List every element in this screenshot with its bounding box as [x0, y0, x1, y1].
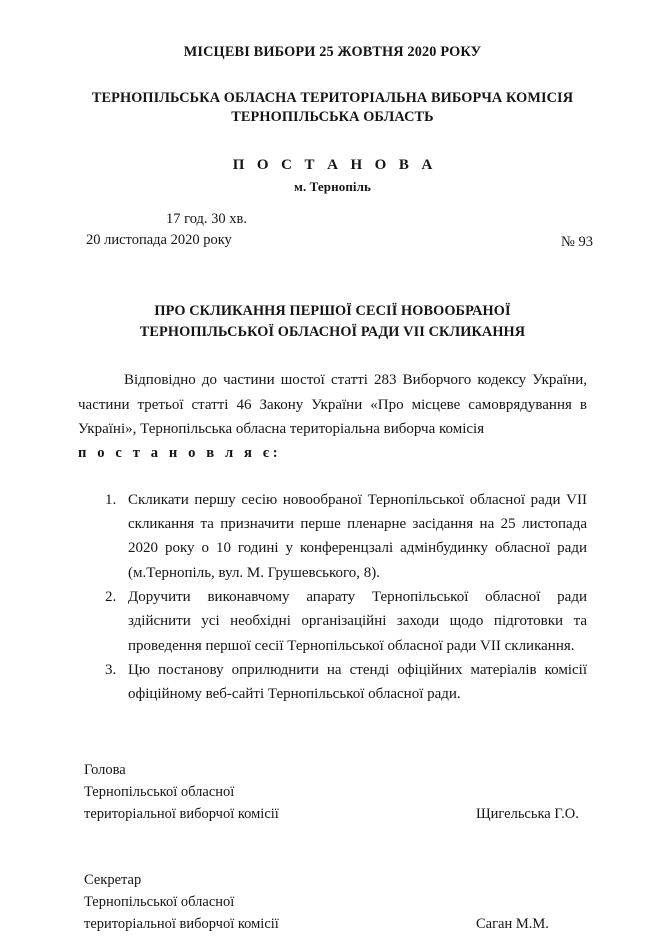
- signature-role-line2: Тернопільської обласної: [84, 783, 235, 800]
- page-title-line1: ПРО СКЛИКАННЯ ПЕРШОЇ СЕСІЇ НОВООБРАНОЇ: [154, 302, 511, 319]
- commission-heading-line1: ТЕРНОПІЛЬСЬКА ОБЛАСНА ТЕРИТОРІАЛЬНА ВИБОРЧА КОМІСІЯ: [91, 90, 574, 107]
- signature-role-line3: територіальної виборчої комісії: [84, 915, 279, 932]
- list-item: 3. Цю постанову оприлюднити на стенді офіційних матеріалів комісії офіційному веб-сайті Тернопільської обласної ради.: [120, 658, 587, 707]
- page-title: [78, 301, 587, 342]
- adoption-date: 20 листопада 2020 року: [86, 231, 232, 248]
- resolution-items-list: [78, 488, 587, 707]
- signature-role-line2: Тернопільської обласної: [84, 893, 235, 910]
- adoption-time: 17 год. 30 хв.: [166, 210, 248, 227]
- city-label: м. Тернопіль: [294, 178, 371, 194]
- signature-chairperson: [84, 759, 587, 825]
- preamble-paragraph: [78, 368, 587, 466]
- signature-role-line1: Голова: [84, 761, 126, 778]
- commission-heading-line2: ТЕРНОПІЛЬСЬКА ОБЛАСТЬ: [231, 109, 434, 126]
- elections-heading: МІСЦЕВІ ВИБОРИ 25 ЖОВТНЯ 2020 РОКУ: [183, 44, 482, 60]
- preamble-text: Відповідно до частини шостої статті 283 Виборчого кодексу України, частини третьої статті 46 Закону України «Про місцеве самоврядування в Україні», Тернопільська обласна територіальна виборча комісія: [78, 372, 587, 437]
- signature-name: Щигельська Г.О.: [476, 805, 579, 822]
- signature-name: Саган М.М.: [476, 915, 549, 932]
- signature-secretary: [84, 869, 587, 935]
- list-item: 2. Доручити виконавчому апарату Тернопільської обласної ради здійснити усі необхідні організаційні заходи щодо підготовки та проведення першої сесії Тернопільської обласної ради VII скликання.: [120, 585, 587, 658]
- document-number: № 93: [561, 233, 593, 250]
- signature-section: [78, 759, 587, 935]
- list-item: 1. Скликати першу сесію новообраної Тернопільської обласної ради VII скликання та призначити перше пленарне засідання на 25 листопада 2020 року о 10 годині у конференцзалі адмінбудинку обласної ради (м.Тернопіль, вул. М. Грушевського, 8).: [120, 488, 587, 585]
- meta-left-column: [78, 209, 587, 251]
- document-meta: [78, 209, 593, 251]
- page-title-line2: ТЕРНОПІЛЬСЬКОЇ ОБЛАСНОЇ РАДИ VII СКЛИКАННЯ: [139, 323, 526, 340]
- signature-role-line1: Секретар: [84, 871, 142, 888]
- resolution-verb: п о с т а н о в л я є:: [78, 445, 282, 462]
- document-header: [78, 0, 587, 195]
- commission-heading: [78, 89, 587, 127]
- document-type-heading: П О С Т А Н О В А: [232, 156, 437, 173]
- signature-role-line3: територіальної виборчої комісії: [84, 805, 279, 822]
